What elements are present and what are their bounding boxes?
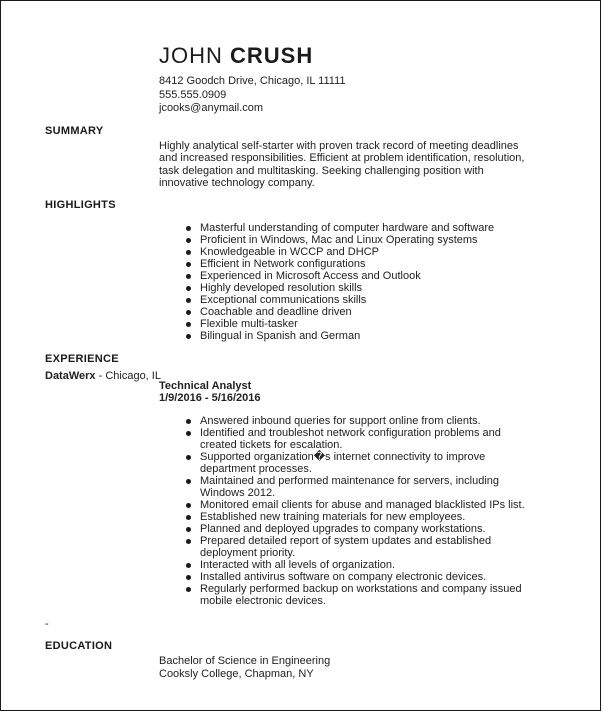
bullet-icon (186, 587, 191, 592)
duty-item: Identified and troubleshot network configuration problems and created tickets for escalation. (185, 427, 545, 451)
highlight-item: Exceptional communications skills (185, 294, 545, 306)
bullet-icon (186, 455, 191, 460)
company-name: DataWerx (45, 370, 96, 382)
summary-text (159, 140, 564, 190)
education-heading: EDUCATION (45, 640, 113, 652)
bullet-icon (186, 419, 191, 424)
resume-header (159, 43, 346, 116)
phone: 555.555.0909 (159, 88, 227, 101)
bullet-icon (186, 238, 191, 243)
duty-item: Supported organization�s internet connectivity to improve department processes. (185, 451, 545, 475)
candidate-name (159, 43, 346, 69)
company-location: - Chicago, IL (95, 370, 161, 382)
school: Cooksly College, Chapman, NY (159, 668, 314, 680)
summary-heading: SUMMARY (45, 125, 104, 137)
bullet-icon (186, 262, 191, 267)
bullet-icon (186, 515, 191, 520)
highlight-item: Highly developed resolution skills (185, 282, 545, 294)
bullet-icon (186, 503, 191, 508)
bullet-icon (186, 479, 191, 484)
employer-line (45, 370, 161, 382)
duty-item: Installed antivirus software on company electronic devices. (185, 571, 545, 583)
duty-item: Answered inbound queries for support online from clients. (185, 415, 545, 427)
duty-item: Regularly performed backup on workstations and company issued mobile electronic devices. (185, 583, 545, 607)
bullet-icon (186, 539, 191, 544)
bullet-icon (186, 226, 191, 231)
job-title: Technical Analyst (159, 380, 252, 392)
highlight-item: Flexible multi-tasker (185, 318, 545, 330)
summary-line: innovative technology company. (159, 177, 315, 190)
separator-dash: - (45, 618, 49, 630)
bullet-icon (186, 274, 191, 279)
highlight-item: Efficient in Network configurations (185, 258, 545, 270)
email: jcooks@anymail.com (159, 102, 264, 114)
first-name: JOHN (159, 43, 223, 68)
education-entry (159, 655, 330, 681)
highlight-item: Bilingual in Spanish and German (185, 330, 545, 342)
bullet-icon (186, 563, 191, 568)
highlight-item: Masterful understanding of computer hardware and software (185, 222, 545, 234)
duty-item: Planned and deployed upgrades to company workstations. (185, 523, 545, 535)
experience-heading: EXPERIENCE (45, 353, 119, 365)
duties-list (185, 415, 545, 607)
highlights-heading: HIGHLIGHTS (45, 199, 116, 211)
bullet-icon (186, 322, 191, 327)
bullet-icon (186, 250, 191, 255)
highlights-list (185, 222, 545, 342)
duty-item: Monitored email clients for abuse and managed blacklisted IPs list. (185, 499, 545, 511)
duty-item: Interacted with all levels of organization. (185, 559, 545, 571)
bullet-icon (186, 575, 191, 580)
address: 8412 Goodch Drive, Chicago, IL 11111 (159, 75, 346, 87)
bullet-icon (186, 527, 191, 532)
bullet-icon (186, 286, 191, 291)
highlight-item: Coachable and deadline driven (185, 306, 545, 318)
duty-item: Established new training materials for new employees. (185, 511, 545, 523)
summary-line: and increased responsibilities. Efficient at problem identification, resolution, (159, 152, 525, 165)
bullet-icon (186, 431, 191, 436)
summary-line: task delegation and multitasking. Seeking challenging position with (159, 164, 484, 177)
bullet-icon (186, 334, 191, 339)
degree: Bachelor of Science in Engineering (159, 655, 331, 667)
highlight-item: Proficient in Windows, Mac and Linux Operating systems (185, 234, 545, 246)
bullet-icon (186, 298, 191, 303)
job-dates: 1/9/2016 - 5/16/2016 (159, 392, 261, 404)
highlight-item: Knowledgeable in WCCP and DHCP (185, 246, 545, 258)
summary-line: Highly analytical self-starter with proven track record of meeting deadlines (159, 140, 519, 152)
highlight-item: Experienced in Microsoft Access and Outlook (185, 270, 545, 282)
duty-item: Maintained and performed maintenance for servers, including Windows 2012. (185, 475, 545, 499)
duty-item: Prepared detailed report of system updates and established deployment priority. (185, 535, 545, 559)
bullet-icon (186, 310, 191, 315)
last-name: CRUSH (230, 43, 314, 68)
